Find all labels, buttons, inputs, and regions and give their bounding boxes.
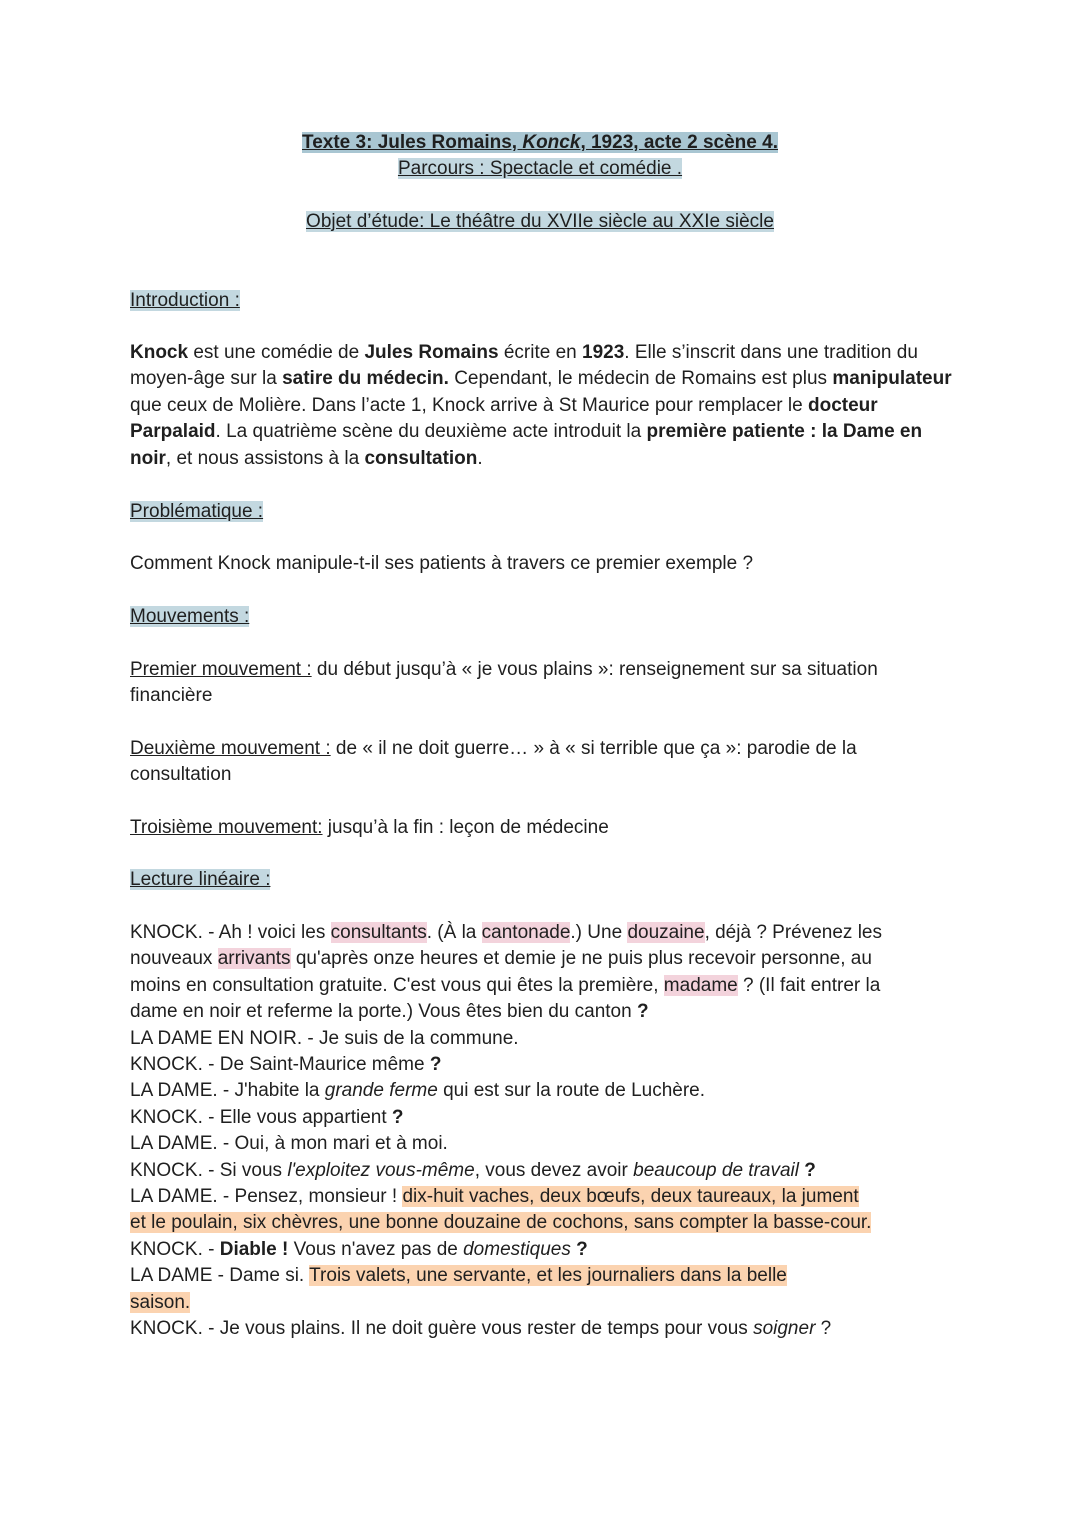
- dialogue-line: KNOCK. - De Saint-Maurice même ?: [130, 1054, 442, 1076]
- dialogue-line: KNOCK. - Elle vous appartient ?: [130, 1106, 404, 1128]
- document-title: [0, 130, 1080, 156]
- dialogue-line: KNOCK. - Ah ! voici les consultants. (À la cantonade.) Une douzaine, déjà ? Prévenez les nouveaux arrivants qu'après onze heures et demie je ne puis plus recevoir personne, au moins en consultation gratuite. C'est vous qui êtes la première, madame ? (Il fait entrer la dame en noir et referme la porte.) Vous êtes bien du canton ?: [130, 922, 883, 1023]
- dialogue-line: LA DAME EN NOIR. - Je suis de la commune.: [130, 1027, 519, 1049]
- dialogue-line: LA DAME. - J'habite la grande ferme qui est sur la route de Luchère.: [130, 1080, 706, 1102]
- dialogue-line: LA DAME. - Oui, à mon mari et à moi.: [130, 1133, 448, 1155]
- problematique-text: Comment Knock manipule-t-il ses patients à travers ce premier exemple ?: [130, 553, 754, 574]
- mouvement-2: Deuxième mouvement : de « il ne doit guerre… » à « si terrible que ça »: parodie de la consultation: [130, 738, 857, 786]
- dialogue-line: KNOCK. - Diable ! Vous n'avez pas de domestiques ?: [130, 1238, 588, 1260]
- dialogue-line: KNOCK. - Si vous l'exploitez vous-même, vous devez avoir beaucoup de travail ?: [130, 1159, 816, 1181]
- work-title: Konck: [522, 132, 581, 153]
- title-highlight: Texte 3: Jules Romains, Konck, 1923, acte 2 scène 4.: [302, 132, 778, 153]
- dialogue-line: KNOCK. - Je vous plains. Il ne doit guère vous rester de temps pour vous soigner ?: [130, 1318, 832, 1340]
- lecture-heading: Lecture linéaire :: [130, 869, 271, 890]
- mouvement-1: Premier mouvement : du début jusqu’à « je vous plains »: renseignement sur sa situation financière: [130, 659, 878, 707]
- objet-line: Objet d’étude: Le théâtre du XVIIe siècle au XXIe siècle: [306, 211, 774, 232]
- intro-heading: Introduction :: [130, 290, 240, 311]
- dialogue: [130, 920, 960, 1343]
- mouvement-3: Troisième mouvement: jusqu’à la fin : leçon de médecine: [130, 817, 609, 838]
- intro-paragraph: Knock est une comédie de Jules Romains écrite en 1923. Elle s’inscrit dans une tradition du moyen-âge sur la satire du médecin. Cependant, le médecin de Romains est plus manipulateur que ceux de Molière. Dans l’acte 1, Knock arrive à St Maurice pour remplacer le docteur Parpalaid. La quatrième scène du deuxième acte introduit la première patiente : la Dame en noir, et nous assistons à la consultation.: [130, 342, 952, 469]
- dialogue-line: LA DAME - Dame si. Trois valets, une servante, et les journaliers dans la belle saison.: [130, 1265, 787, 1313]
- parcours-line: Parcours : Spectacle et comédie .: [397, 158, 683, 179]
- problematique-heading: Problématique :: [130, 501, 264, 522]
- mouvements-heading: Mouvements :: [130, 606, 250, 627]
- dialogue-line: LA DAME. - Pensez, monsieur ! dix-huit vaches, deux bœufs, deux taureaux, la jument et le poulain, six chèvres, une bonne douzaine de cochons, sans compter la basse-cour.: [130, 1186, 872, 1234]
